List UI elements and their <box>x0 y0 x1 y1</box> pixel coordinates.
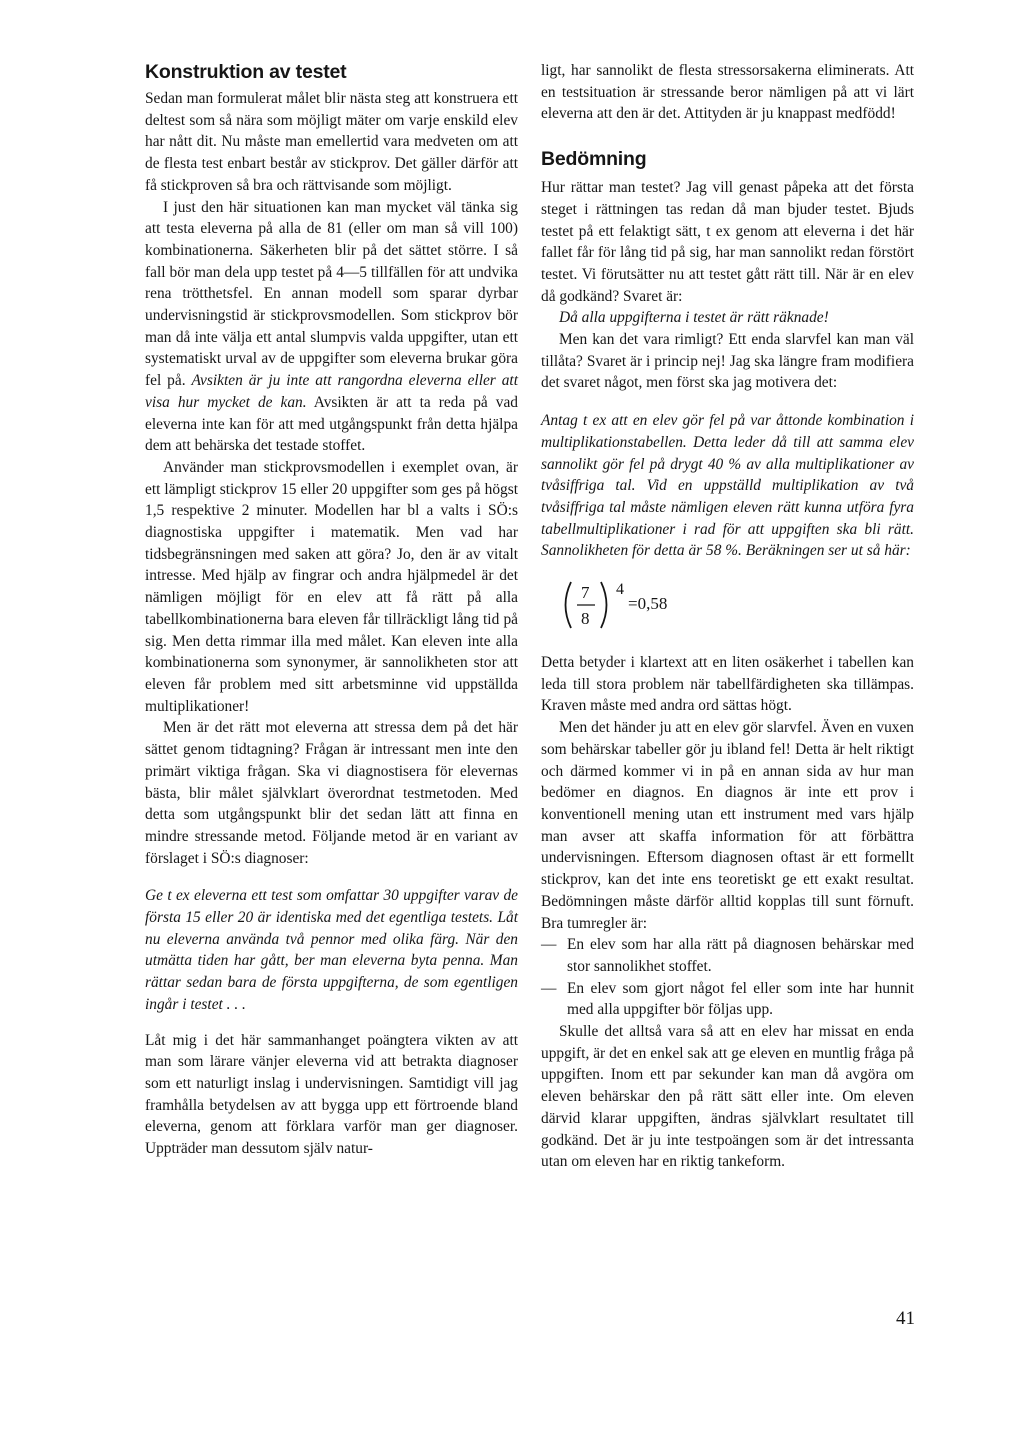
right-column <box>541 60 914 1173</box>
paragraph: Hur rättar man testet? Jag vill genast påpeka att det första steget i rättningen tas redan då man bjuder testet. Bjuds testet på ett felaktigt sätt, t ex genom att eleverna i det här fallet får för lång tid på sig, har man sannolikt redan förstört testet. Vi förutsätter nu att testet gått rätt till. När är en elev då godkänd? Svaret är: <box>541 179 914 305</box>
paragraph: Men det händer ju att en elev gör slarvfel. Även en vuxen som behärskar tabeller gör ju ibland fel! Detta är helt riktigt och därmed kommer vi in på en annan sida av hur man bedömer en diagnos. En diagnos är inte ett prov i konventionell mening utan ett instrument med vars hjälp man avser att skaffa information för att förbättra undervisningen. Eftersom diagnosen oftast är ett formellt stickprov, kan det inte ens teoretiskt ge ett exakt resultat. Bedömningen måste därför alltid kopplas till sunt förnuft. Bra tumregler är: <box>541 719 914 932</box>
formula-result: =0,58 <box>628 594 668 614</box>
italic-emphasis: Avsikten är ju inte att rangordna eleverna eller att visa hur mycket de kan. <box>145 372 518 411</box>
italic-statement: Då alla uppgifterna i testet är rätt räknade! <box>559 309 829 327</box>
paragraph: ligt, har sannolikt de flesta stressorsakerna eliminerats. Att en testsituation är stressande beror nämligen på att vi lärt eleverna att den är det. Attityden är ju knappast medfödd! <box>541 62 914 123</box>
left-column <box>145 60 518 1160</box>
paragraph: Låt mig i det här sammanhanget poängtera vikten av att man som lärare vänjer eleverna vid att betrakta diagnoser som ett naturligt inslag i undervisningen. Samtidigt vill jag framhålla betydelsen av att bygga upp ett förtroende bland eleverna, genom att förklara varför man ger diagnoser. Uppträder man dessutom själv natur- <box>145 1031 518 1158</box>
formula-exponent: 4 <box>616 581 624 599</box>
paragraph: Men kan det vara rimligt? Ett enda slarvfel kan man väl tillåta? Svaret är i princip nej! Jag ska längre fram modifiera det svaret något, men först ska jag motivera det: <box>541 331 914 392</box>
italic-example-block: Ge t ex eleverna ett test som omfattar 30 uppgifter varav de första 15 eller 20 är identiska med det egentliga testets. Låt nu eleverna använda två pennor med olika färg. När den utmätta tiden har gått, ber man eleverna byta penna. Man rättar sedan bara de första uppgifterna, de som egentligen ingår i testet . . . <box>145 887 518 1013</box>
right-parenthesis <box>601 582 607 628</box>
left-parenthesis <box>566 582 572 628</box>
paragraph: Sedan man formulerat målet blir nästa steg att konstruera ett deltest som så nära som möjligt mäter om varje enskild elev har nått dit. Nu måste man emellertid vara medveten om att de flesta test enbart består av stickprov. Det gäller därför att få stickproven så bra och rättvisande som möjligt. <box>145 90 518 194</box>
list-item: — En elev som gjort något fel eller som inte har hunnit med alla uppgifter bör följas upp. <box>541 978 914 1021</box>
paragraph: Skulle det alltså vara så att en elev har missat en enda uppgift, är det en enkel sak att ge eleven en muntlig fråga på uppgiften. Inom ett par sekunder kan man då avgöra om eleven behärskar den på rätt sätt eller inte. Om eleven därvid klarar uppgiften, ändras självklart resultatet till godkänd. Det är ju inte testpoängen som är det intressanta utan om eleven har en riktig tankeform. <box>541 1023 914 1171</box>
formula-svg <box>559 576 759 634</box>
formula-denominator: 8 <box>581 609 590 629</box>
paragraph: Använder man stickprovsmodellen i exemplet ovan, är ett lämpligt stickprov 15 eller 20 uppgifter som ges på högst 1,5 respektive 2 minuter. Modellen har bl a valts i SÖ:s diagnostiska uppgifter i matematik. Men vad har tidsbegränsningen med saken att göra? Jo, den är av vitalt intresse. Med hjälp av fingrar och andra hjälpmedel är det nämligen möjligt för en elev att få rätt på alla tabellkombinationerna bara eleven får tillräckligt lång tid på sig. Men detta rimmar illa med målet. Kan eleven inte alla kombinationerna som synonymer, är sannolikheten stor att eleven får problem med sitt arbetsminne vid uppställda multiplikationer! <box>145 458 518 715</box>
list-item: — En elev som har alla rätt på diagnosen behärskar med stor sannolikhet stoffet. <box>541 934 914 977</box>
paragraph: Detta betyder i klartext att en liten osäkerhet i tabellen kan leda till stora problem när tabellfärdigheten ska tillämpas. Kraven måste med andra ord sättas högt. <box>541 654 914 715</box>
section-heading-konstruktion: Konstruktion av testet <box>145 61 347 83</box>
section-heading-bedomning: Bedömning <box>541 148 647 171</box>
italic-example-block: Antag t ex att en elev gör fel på var åttonde kombination i multiplikationstabellen. Detta leder då till att samma elev sannolikt gör fel på drygt 40 % av alla multiplikationer av tvåsiffriga tal. Vid en uppställd multiplikation av två tvåsiffriga tal måste nämligen eleven rätt kunna utföra fyra tabellmultiplikationer i rad för att uppgiften ska bli rätt. Sannolikheten för detta är 58 %. Beräkningen ser ut så här: <box>541 412 914 560</box>
formula-numerator: 7 <box>581 583 590 603</box>
page-number: 41 <box>896 1308 915 1329</box>
probability-formula <box>559 576 914 634</box>
paragraph: Men är det rätt mot eleverna att stressa dem på det här sättet genom tidtagning? Frågan är intressant men inte den primärt viktiga frågan. Ska vi diagnostisera för elevernas bästa, blir målet självklart överordnat testmetoden. Med detta som utgångspunkt blir det sedan lätt att finna en mindre stressande metod. Följande metod är en variant av förslaget i SÖ:s diagnoser: <box>145 719 518 867</box>
paragraph: I just den här situationen kan man mycket väl tänka sig att testa eleverna på alla de 81 (eller om man så vill 100) kombinationerna. Säkerheten blir på det sättet större. I så fall bör man dela upp testet på 4—5 tillfällen för att undvika rena trötthetsfel. En annan modell som sparar dyrbar undervisningstid är stickprovsmodellen. Som stickprov bör man då inte välja ett antal slumpvis valda uppgifter, utan ett systematiskt urval av de uppgifter som eleverna brukar göra fel på. Avsikten är ju inte att rangordna eleverna eller att visa hur mycket de kan. Avsikten är att ta reda på vad eleverna inte kan för att med utgångspunkt från detta hjälpa dem att behärska det testade stoffet. <box>145 198 518 455</box>
rules-list <box>541 934 914 1021</box>
